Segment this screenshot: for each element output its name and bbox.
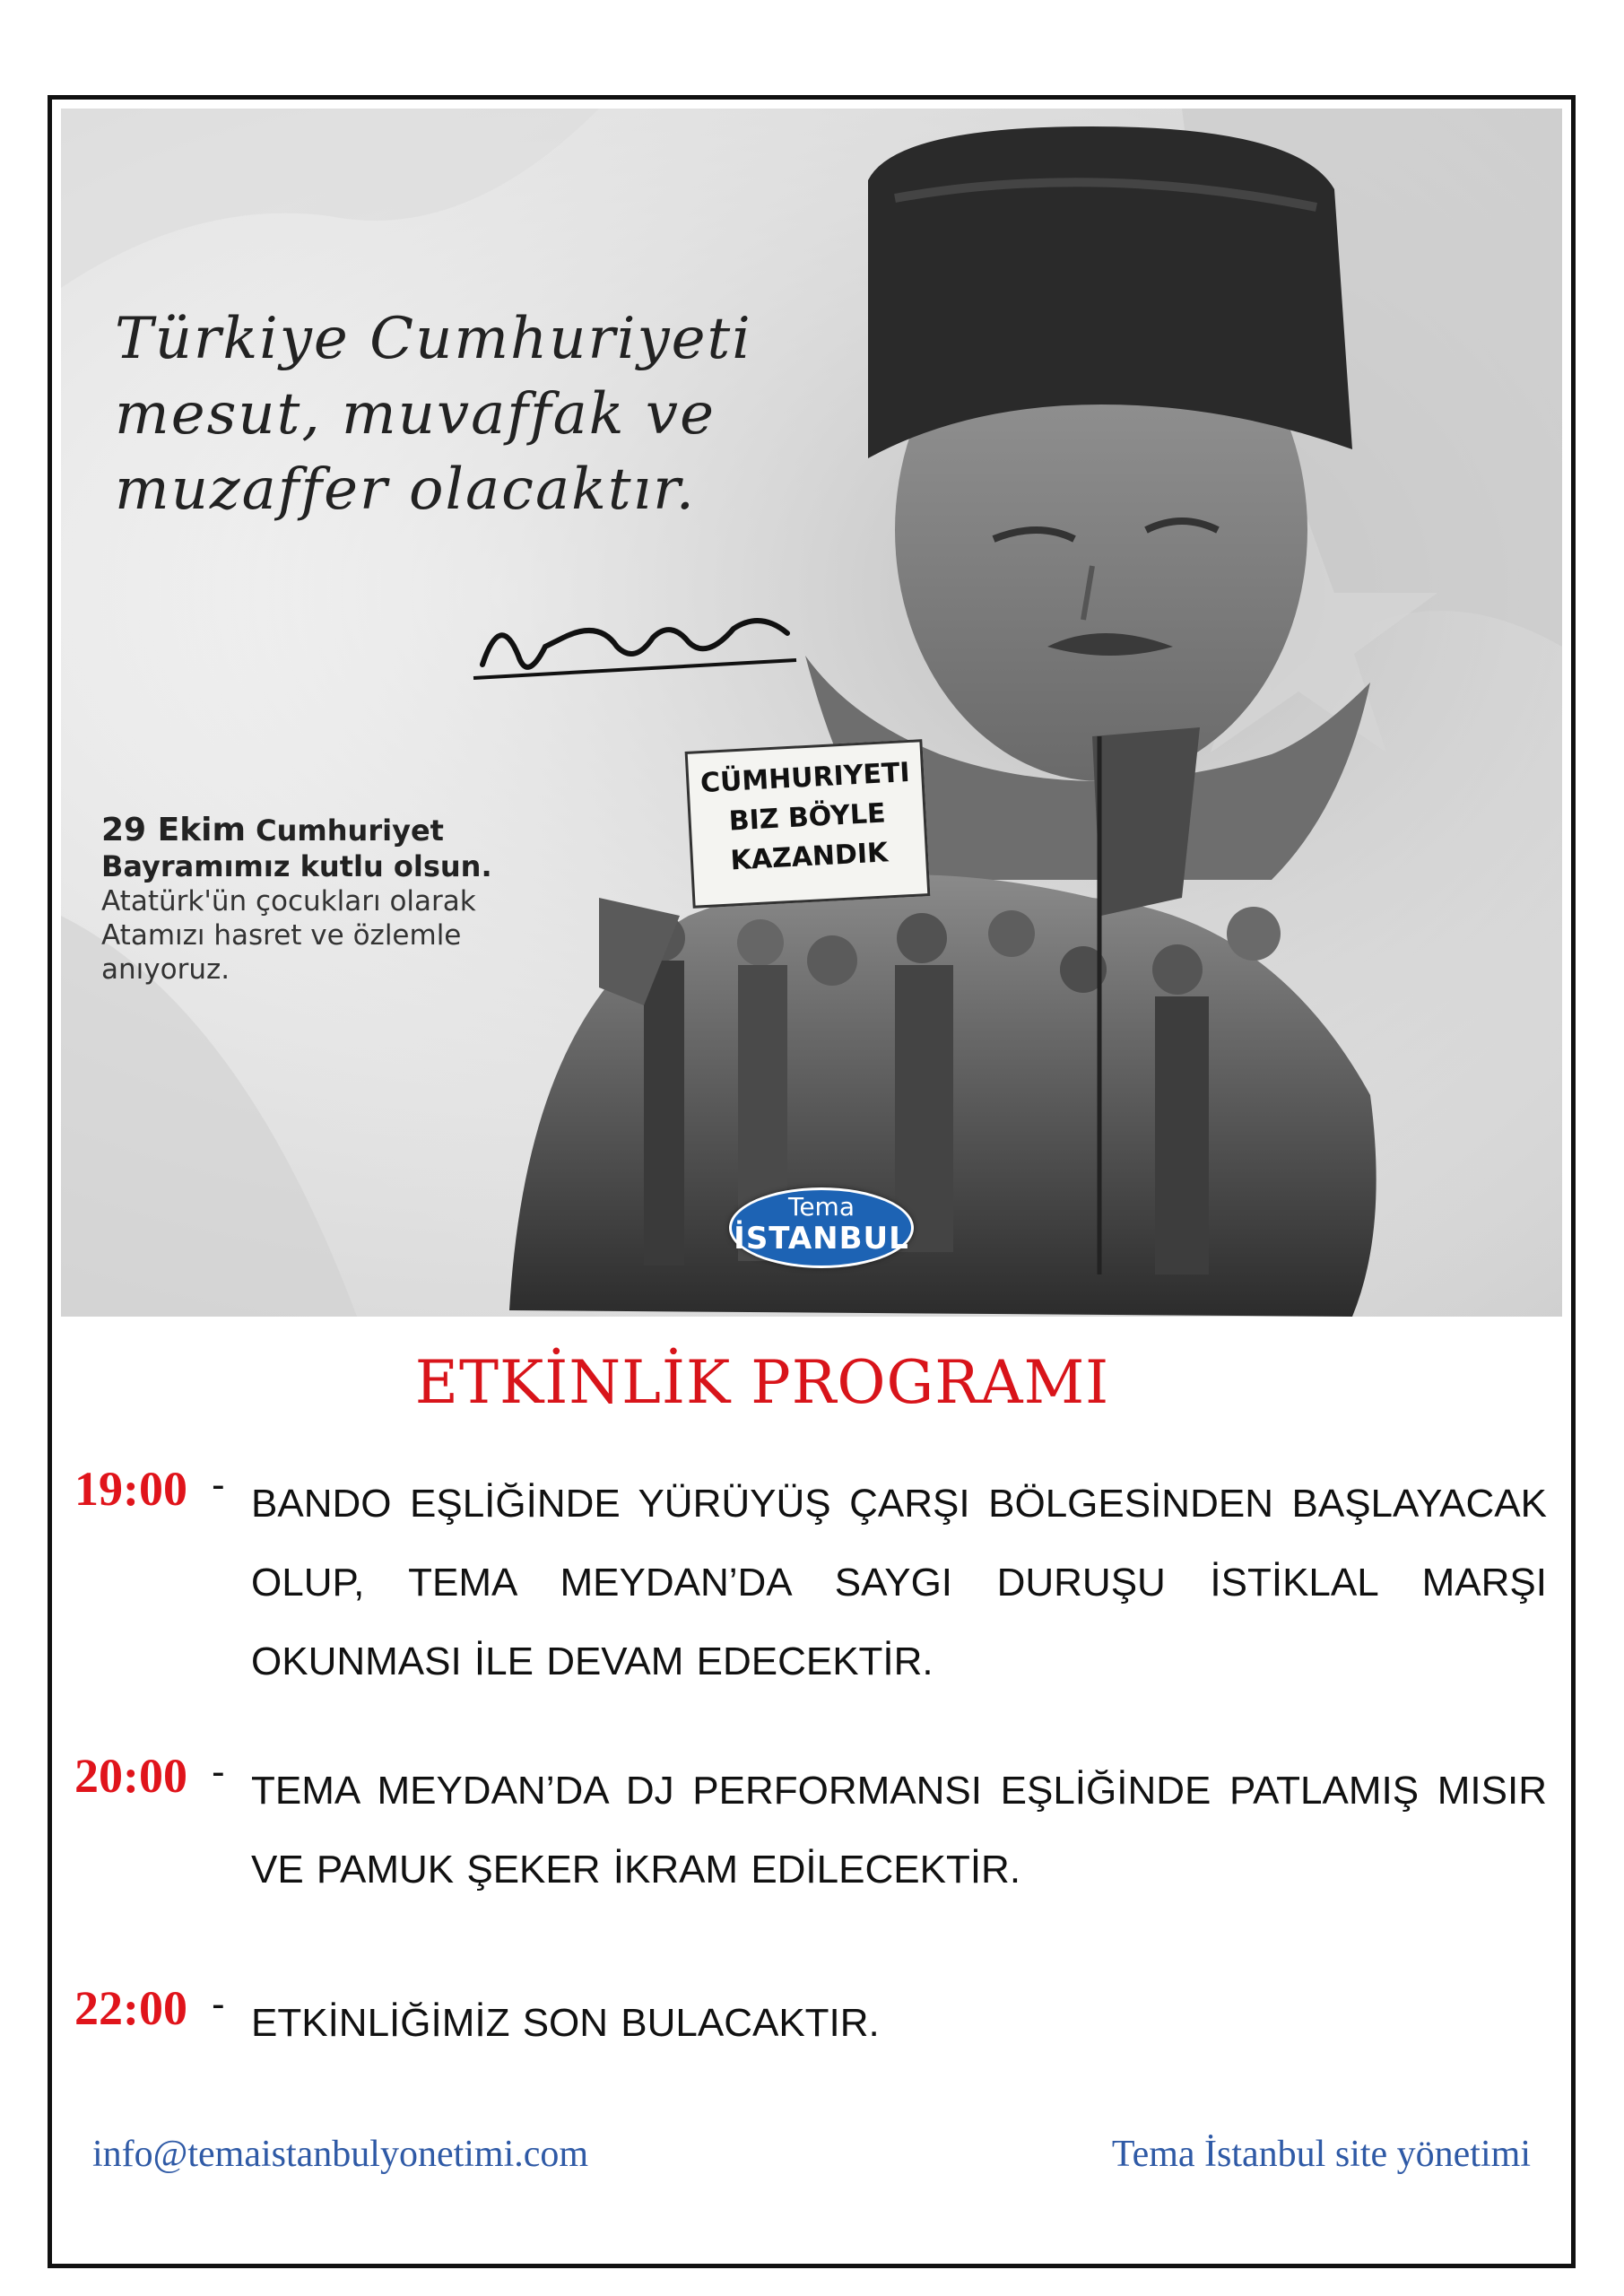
greeting-line1-rest: Cumhuriyet xyxy=(246,813,444,848)
poster-image xyxy=(61,109,1562,1317)
program-dash: - xyxy=(212,1750,225,1794)
placard-line: BIZ BÖYLE xyxy=(727,797,887,838)
program-dash: - xyxy=(212,1463,225,1507)
quote-line: muzaffer olacaktır. xyxy=(115,457,696,523)
ataturk-quote xyxy=(115,301,832,527)
contact-email: info@temaistanbulyonetimi.com xyxy=(92,2134,589,2175)
placard-line: CÜMHURIYETI xyxy=(699,756,911,800)
flyer-frame xyxy=(48,95,1576,2268)
protest-placard xyxy=(685,739,931,909)
logo-line1: Tema xyxy=(787,1192,855,1222)
program-time: 19:00 xyxy=(74,1462,187,1516)
program-dash: - xyxy=(212,1982,225,2026)
greeting-body-line: Atamızı hasret ve özlemle xyxy=(101,919,462,952)
greeting-body-line: anıyoruz. xyxy=(101,953,230,986)
greeting-line2: Bayramımız kutlu olsun. xyxy=(101,849,492,883)
program-title: ETKİNLİK PROGRAMI xyxy=(414,1348,1110,1417)
quote-line: mesut, muvaffak ve xyxy=(115,381,716,448)
logo-line2: İSTANBUL xyxy=(734,1221,909,1257)
program-description: ETKİNLİĞİMİZ SON BULACAKTIR. xyxy=(251,2001,880,2045)
greeting-date: 29 Ekim xyxy=(101,812,247,848)
placard-line: KAZANDIK xyxy=(729,837,890,877)
ataturk-signature xyxy=(465,593,805,691)
program-time: 20:00 xyxy=(74,1749,187,1803)
program-time: 22:00 xyxy=(74,1981,187,2035)
quote-line: Türkiye Cumhuriyeti xyxy=(115,306,752,372)
program-description: TEMA MEYDAN’DA DJ PERFORMANSI EŞLİĞİNDE PATLAMIŞ MISIR VE PAMUK ŞEKER İKRAM EDİLECEKTİR. xyxy=(251,1769,1547,1892)
greeting-text xyxy=(101,813,604,987)
program-description: BANDO EŞLİĞİNDE YÜRÜYÜŞ ÇARŞI BÖLGESİNDEN BAŞLAYACAK OLUP, TEMA MEYDAN’DA SAYGI DURUŞU İSTİKLAL MARŞI OKUNMASI İLE DEVAM EDECEKTİR. xyxy=(251,1482,1547,1683)
poster-background xyxy=(61,109,1562,1317)
tema-istanbul-logo xyxy=(729,1187,914,1268)
management-name: Tema İstanbul site yönetimi xyxy=(1111,2134,1531,2175)
greeting-body-line: Atatürk'ün çocukları olarak xyxy=(101,885,476,918)
